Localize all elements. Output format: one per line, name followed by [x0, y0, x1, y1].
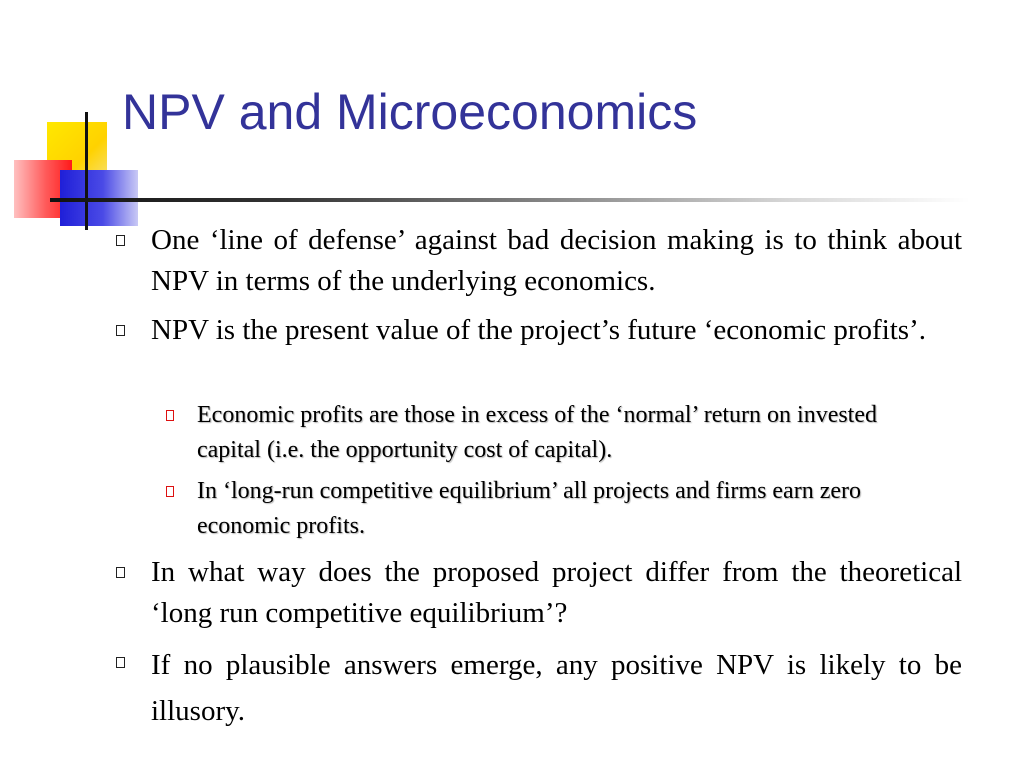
bullet-marker-icon [116, 657, 125, 668]
slide-title: NPV and Microeconomics [122, 84, 698, 140]
bullet-text: One ‘line of defense’ against bad decision making is to think about NPV in terms of the underlying economics. [151, 224, 962, 297]
sub-bullet-text: Economic profits are those in excess of the ‘normal’ return on invested capital (i.e. the opportunity cost of capital). [197, 402, 878, 463]
bullet-marker-icon [116, 325, 125, 336]
bullet-marker-icon [116, 567, 125, 578]
bullet-text: If no plausible answers emerge, any positive NPV is likely to be illusory. [151, 649, 962, 727]
bullet-text: In what way does the proposed project differ from the theoretical ‘long run competitive equilibrium’? [151, 556, 962, 629]
bullet-text: NPV is the present value of the project’s future ‘economic profits’. [151, 314, 926, 346]
bullet-marker-icon [116, 235, 125, 246]
title-underline [50, 198, 970, 202]
vertical-line-decoration [85, 112, 88, 230]
sub-bullet-marker-icon [166, 486, 174, 497]
sub-bullet-text: In ‘long-run competitive equilibrium’ all projects and firms earn zero economic profits. [197, 478, 861, 539]
sub-bullet-marker-icon [166, 410, 174, 421]
